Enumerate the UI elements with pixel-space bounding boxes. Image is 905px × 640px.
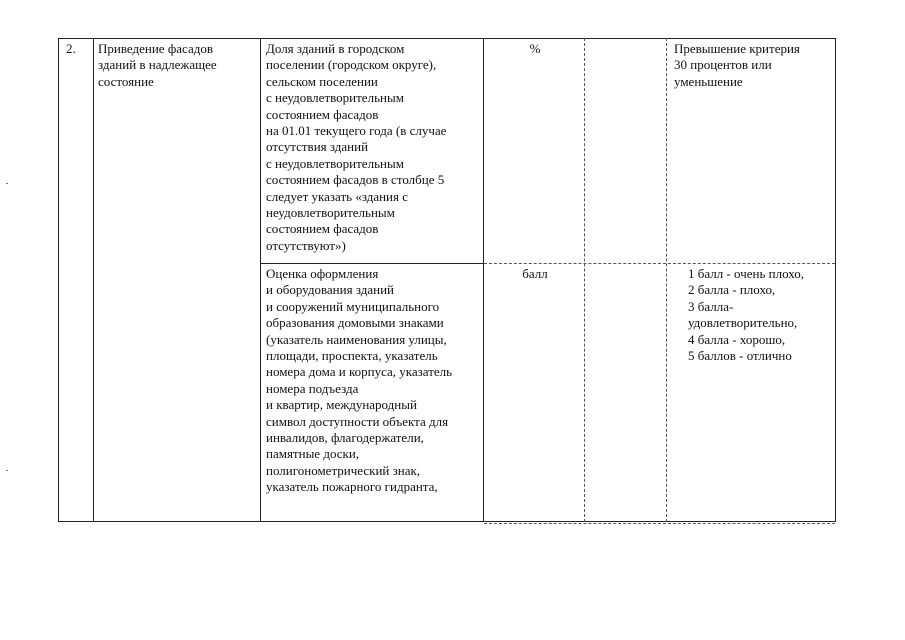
scan-speck [6,470,8,471]
criterion-text-cell: Оценка оформления и оборудования зданий и сооружений муниципального образования домовыми знаками (указатель наименования улицы, площади, проспекта, указатель номера дома и корпуса, указатель номера подъезда и квартир, международный символ доступности объекта для инвалидов, флагодержатели, памятные доски, полигонометрический знак, указатель пожарного гидранта, [266,266,453,495]
table-bottom-border [58,521,836,522]
col-border-dashed-1 [584,38,585,522]
criterion-unit-cell: % [529,41,541,56]
row-name-cell: Приведение фасадов зданий в надлежащее состояние [98,41,217,89]
col-border-left [58,38,59,522]
table-top-border [58,38,836,39]
scan-speck [6,183,8,184]
bottom-scan-dashes [484,523,835,524]
col-border-name [260,38,261,522]
criterion-unit-cell: балл [522,266,548,281]
row-divider-dashed [484,263,835,264]
col-border-number [93,38,94,522]
col-border-dashed-2 [666,38,667,522]
row-number-cell: 2. [66,41,76,56]
criterion-evaluation-cell: Превышение критерия 30 процентов или уменьшение [674,41,800,89]
criterion-evaluation-cell: 1 балл - очень плохо, 2 балла - плохо, 3 балла- удовлетворительно, 4 балла - хорошо, 5 баллов - отлично [688,266,805,364]
col-border-right [835,38,836,522]
row-divider [260,263,484,264]
criterion-text-cell: Доля зданий в городском поселении (городском округе), сельском поселении с неудовлетворительным состоянием фасадов на 01.01 текущего года (в случае отсутствия зданий с неудовлетворительным состоянием фасадов в столбце 5 следует указать «здания с неудовлетворительным состоянием фасадов отсутствуют») [266,41,447,253]
